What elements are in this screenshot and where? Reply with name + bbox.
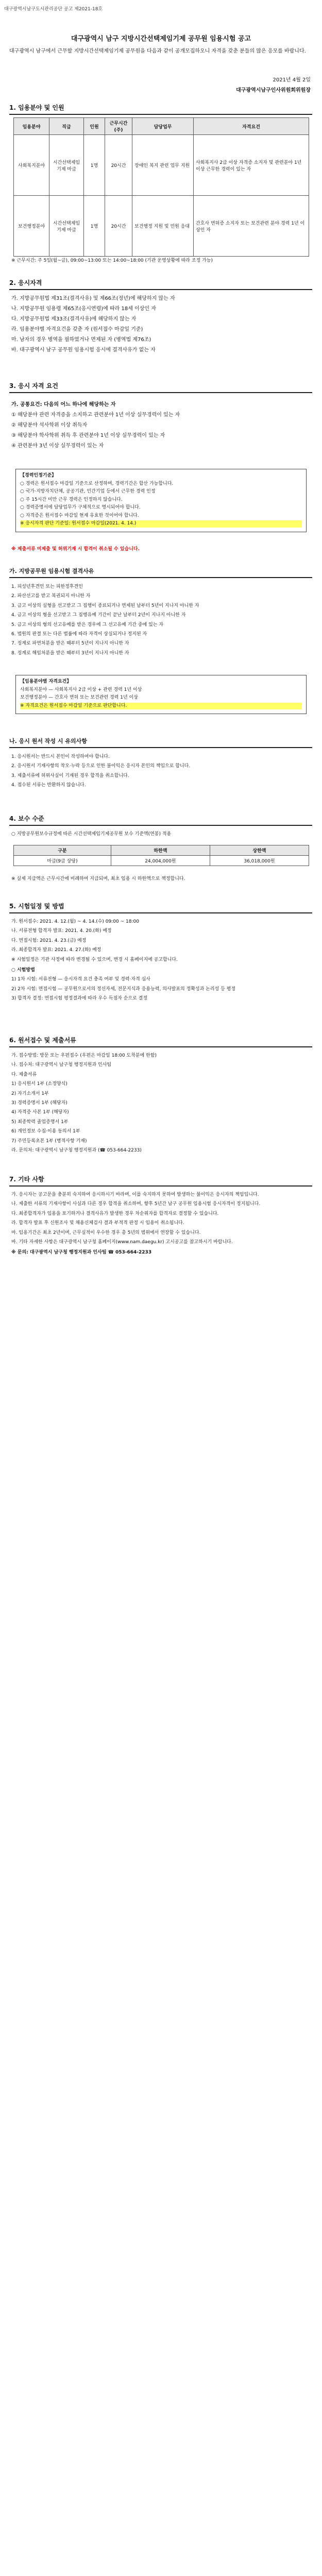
cell-grade: 마급(9급 상당)	[14, 856, 111, 866]
list-item: 바. 대구광역시 남구 공무원 임용시험 응시에 결격사유가 없는 자	[11, 347, 156, 353]
eligibility-list	[11, 295, 311, 357]
hours-note: ※ 근무시간: 주 5일(월~금), 09:00~13:00 또는 14:00~18:00 (기관 운영상황에 따라 조정 가능)	[11, 258, 213, 263]
list-item: 바. 기타 자세한 사항은 대구광역시 남구청 홈페이지(www.nam.daegu.kr) 고시공고를 참고하시기 바랍니다.	[11, 1239, 233, 1245]
box-line: 사회복지분야 — 사회복지사 2급 이상 + 관련 경력 1년 이상	[20, 687, 142, 692]
salary-intro-text: ○ 지방공무원보수규정에 따른 시간선택제임기제공무원 보수 기준액(연봉) 적용	[11, 832, 172, 837]
box-title: 【임용분야별 자격요건】	[20, 679, 72, 684]
list-item: 2) 2차 시험: 면접시험 — 공무원으로서의 정신자세, 전문지식과 응용능력, 의사발표의 정확성과 논리성 등 평정	[11, 986, 236, 992]
col-header: 하한액	[111, 845, 210, 856]
box-line: ○ 주 15시간 미만 근무 경력은 인정하지 않습니다.	[20, 497, 123, 502]
list-item: 라. 문의처: 대구광역시 남구청 행정지원과 (☎ 053-664-2233)	[11, 1147, 142, 1153]
section-heading-positions: 1. 임용분야 및 인원	[9, 103, 312, 115]
list-item: 가. 지방공무원법 제31조(결격사유) 및 제66조(정년)에 해당하지 않는 자	[11, 296, 175, 301]
cell-hours: 20시간	[105, 135, 132, 196]
list-item: ④ 관련분야 3년 이상 실무경력이 있는 자	[11, 443, 104, 449]
list-item: 나. 지방공무원 임용령 제65조(응시연령)에 따라 18세 이상인 자	[11, 306, 156, 312]
list-item: 라. 최종합격자 발표: 2021. 4. 27.(화) 예정	[11, 947, 101, 953]
table-row	[14, 196, 309, 257]
section-heading-submission: 6. 원서접수 및 제출서류	[9, 1036, 312, 1047]
warning-note: ※ 제출서류 미제출 및 허위기재 시 합격이 취소될 수 있습니다.	[11, 547, 140, 552]
cell-duty: 장애인 복지 관련 업무 지원	[132, 135, 194, 196]
list-item: 5. 금고 이상의 형의 선고유예를 받은 경우에 그 선고유예 기간 중에 있는 자	[11, 622, 164, 628]
list-item: 2) 자기소개서 1부	[11, 1091, 49, 1096]
cell-grade: 시간선택제임기제 마급	[49, 196, 84, 257]
section-heading-other: 7. 기타 사항	[9, 1175, 312, 1187]
box-line: 보건행정분야 — 간호사 면허 또는 보건관련 경력 1년 이상	[20, 695, 138, 700]
box-line: ○ 경력증명서에 담당업무가 구체적으로 명시되어야 합니다.	[20, 505, 141, 510]
cell-duty: 보건행정 지원 및 민원 응대	[132, 196, 194, 257]
cell-req: 사회복지사 2급 이상 자격증 소지자 및 관련분야 1년 이상 근무한 경력이 있는 자	[194, 135, 309, 196]
list-item: 4) 자격증 사본 1부 (해당자)	[11, 1110, 69, 1115]
cell-max: 36,018,000원	[210, 856, 309, 866]
list-item: 3) 경력증명서 1부 (해당자)	[11, 1100, 67, 1106]
section-heading-requirements: 3. 응시 자격 요건	[9, 381, 312, 393]
list-item: 6. 법원의 판결 또는 다른 법률에 따라 자격이 상실되거나 정지된 자	[11, 631, 147, 637]
list-item: 라. 임용분야별 자격요건을 갖춘 자 (원서접수 마감일 기준)	[11, 327, 143, 332]
list-item: 라. 합격자 발표 후 신원조사 및 채용신체검사 결과 부적격 판정 시 임용이 취소됩니다.	[11, 1221, 184, 1226]
section-heading-salary: 4. 보수 수준	[9, 814, 312, 826]
submission-list	[11, 1052, 311, 1156]
cell-count: 1명	[84, 135, 105, 196]
notice-number: 대구광역시남구도시관리공단 공고 제2021-18호	[4, 7, 103, 12]
salary-intro	[11, 831, 311, 840]
requirements-intro: 가. 공통요건: 다음의 어느 하나에 해당하는 자	[11, 402, 116, 408]
list-item: 2. 응시원서 기재사항의 착오·누락 등으로 인한 불이익은 응시자 본인의 책임으로 합니다.	[11, 764, 191, 769]
col-header: 자격요건	[194, 118, 309, 135]
col-header: 상한액	[210, 845, 309, 856]
section-heading-disqualification: 가. 지방공무원 임용시험 결격사유	[9, 567, 312, 578]
list-item: 1. 피성년후견인 또는 피한정후견인	[11, 584, 83, 589]
list-item: 1) 1차 시험: 서류전형 — 응시자격 요건 충족 여부 및 경력·자격 심사	[11, 977, 150, 982]
list-item: 마. 남자의 경우 병역을 필하였거나 면제된 자 (병역법 제76조)	[11, 337, 151, 343]
list-item: ③ 해당분야 학사학위 취득 후 관련분야 1년 이상 실무경력이 있는 자	[11, 433, 165, 438]
cell-field: 보건행정분야	[14, 196, 49, 257]
list-item: 7) 주민등록초본 1부 (병적사항 기재)	[11, 1138, 87, 1144]
table-row	[14, 856, 309, 866]
list-item: 1. 응시원서는 반드시 본인이 작성하여야 합니다.	[11, 754, 110, 759]
list-item: 다. 면접시험: 2021. 4. 23.(금) 예정	[11, 938, 87, 943]
list-item: 8. 징계로 해임처분을 받은 때부터 3년이 지나지 아니한 자	[11, 650, 129, 656]
list-item: ② 해당분야 석사학위 이상 취득자	[11, 422, 88, 428]
issuing-org: 대구광역시남구인사위원회위원장	[236, 88, 311, 93]
highlighted-notice: ※ 자격요건은 원서접수 마감일 기준으로 판단합니다.	[20, 703, 302, 710]
position-requirements-box	[15, 675, 307, 714]
list-item: 3. 금고 이상의 실형을 선고받고 그 집행이 종료되거나 면제된 날부터 5년이 지나지 아니한 자	[11, 603, 199, 608]
col-header: 임용분야	[14, 118, 49, 135]
cell-req: 간호사 면허증 소지자 또는 보건관련 분야 경력 1년 이상인 자	[194, 196, 309, 257]
list-item: 나. 서류전형 합격자 발표: 2021. 4. 20.(화) 예정	[11, 928, 112, 934]
table-row	[14, 135, 309, 196]
cell-grade: 시간선택제임기제 마급	[49, 135, 84, 196]
list-item: 5) 최종학력 졸업증명서 1부	[11, 1119, 69, 1125]
col-header: 근무시간(주)	[105, 118, 132, 135]
list-item: 다. 최종합격자가 임용을 포기하거나 결격사유가 발생한 경우 차순위자를 합격자로 결정할 수 있습니다.	[11, 1211, 219, 1216]
cell-field: 사회복지분야	[14, 135, 49, 196]
list-item: 4. 금고 이상의 형을 선고받고 그 집행유예 기간이 끝난 날부터 2년이 지나지 아니한 자	[11, 613, 186, 618]
list-item: 마. 임용기간은 최초 2년이며, 근무실적이 우수한 경우 총 5년의 범위에서 연장할 수 있습니다.	[11, 1230, 201, 1235]
steps-heading: ○ 시험방법	[11, 967, 35, 973]
list-item: ① 해당분야 관련 자격증을 소지하고 관련분야 1년 이상 실무경력이 있는 자	[11, 412, 180, 418]
cell-min: 24,004,000원	[111, 856, 210, 866]
cell-count: 1명	[84, 196, 105, 257]
col-header: 구분	[14, 845, 111, 856]
list-item: ※ 시험일정은 기관 사정에 따라 변경될 수 있으며, 변경 시 홈페이지에 공고합니다.	[11, 957, 178, 962]
list-item: 다. 지방공무원법 제33조(결격사유)에 해당하지 않는 자	[11, 316, 137, 322]
application-notes-list	[11, 753, 311, 791]
list-item: 3) 합격자 결정: 면접시험 평정결과에 따라 우수 득점자 순으로 결정	[11, 996, 148, 1002]
list-item: 가. 접수방법: 방문 또는 우편접수 (우편은 마감일 18:00 도착분에 한함)	[11, 1053, 157, 1058]
requirements-list	[11, 398, 311, 452]
cell-hours: 20시간	[105, 196, 132, 257]
section-heading-eligibility: 2. 응시자격	[9, 278, 312, 290]
salary-table	[13, 845, 309, 866]
col-header: 인원	[84, 118, 105, 135]
list-item: 가. 원서접수: 2021. 4. 12.(월) ~ 4. 14.(수) 09:00 ~ 18:00	[11, 919, 139, 924]
list-item: 6) 개인정보 수집·이용 동의서 1부	[11, 1129, 80, 1134]
experience-criteria-box	[15, 469, 307, 532]
list-item: 1) 응시원서 1부 (소정양식)	[11, 1081, 67, 1087]
highlighted-notice: ※ 응시자격 판단 기준일: 원서접수 마감일(2021. 4. 14.)	[20, 520, 302, 528]
other-notes-list	[11, 1191, 311, 1259]
box-line: ○ 국가·지방자치단체, 공공기관, 민간기업 등에서 근무한 경력 인정	[20, 489, 156, 494]
box-line: ○ 자격증은 원서접수 마감일 현재 유효한 것이어야 합니다.	[20, 513, 139, 518]
salary-note: ※ 실제 지급액은 근무시간에 비례하여 지급되며, 최초 임용 시 하한액으로 책정합니다.	[11, 876, 185, 882]
box-line: ○ 경력은 원서접수 마감일 기준으로 산정하며, 경력기간은 합산 가능합니다.	[20, 481, 174, 486]
schedule-list	[11, 918, 311, 1005]
list-item: 나. 제출한 서류의 기재사항이 사실과 다른 경우 합격을 취소하며, 향후 5년간 남구 공무원 임용시험 응시자격이 정지됩니다.	[11, 1201, 261, 1207]
disqualification-list	[11, 583, 311, 659]
positions-table	[13, 117, 309, 257]
list-item: 2. 파산선고를 받고 복권되지 아니한 자	[11, 594, 91, 599]
intro-text: 대구광역시 남구에서 근무할 지방시간선택제임기제 공무원을 다음과 같이 공개모집하오니 자격을 갖춘 분들의 많은 응모를 바랍니다.	[9, 48, 306, 54]
list-item: 3. 제출서류에 허위사실이 기재된 경우 합격을 취소합니다.	[11, 773, 129, 778]
page-title: 대구광역시 남구 지방시간선택제임기제 공무원 임용시험 공고	[71, 35, 251, 43]
list-item: 7. 징계로 파면처분을 받은 때부터 5년이 지나지 아니한 자	[11, 641, 129, 647]
list-item: 다. 제출서류	[11, 1072, 37, 1077]
list-item: 나. 접수처: 대구광역시 남구청 행정지원과 인사팀	[11, 1062, 112, 1068]
box-title: 【경력인정기준】	[20, 473, 57, 478]
section-heading-schedule: 5. 시험일정 및 방법	[9, 902, 312, 913]
list-item: 가. 응시자는 공고문을 충분히 숙지하여 응시하시기 바라며, 이를 숙지하지 못하여 발생하는 불이익은 응시자의 책임입니다.	[11, 1192, 259, 1197]
contact-line: ※ 문의: 대구광역시 남구청 행정지원과 인사팀 ☎ 053-664-2233	[11, 1250, 152, 1256]
col-header: 직급	[49, 118, 84, 135]
section-heading-application-notes: 나. 응시 원서 작성 시 유의사항	[9, 737, 312, 748]
list-item: 4. 접수된 서류는 반환하지 않습니다.	[11, 783, 86, 788]
col-header: 담당업무	[132, 118, 194, 135]
notice-date: 2021년 4월 2일	[273, 77, 311, 83]
